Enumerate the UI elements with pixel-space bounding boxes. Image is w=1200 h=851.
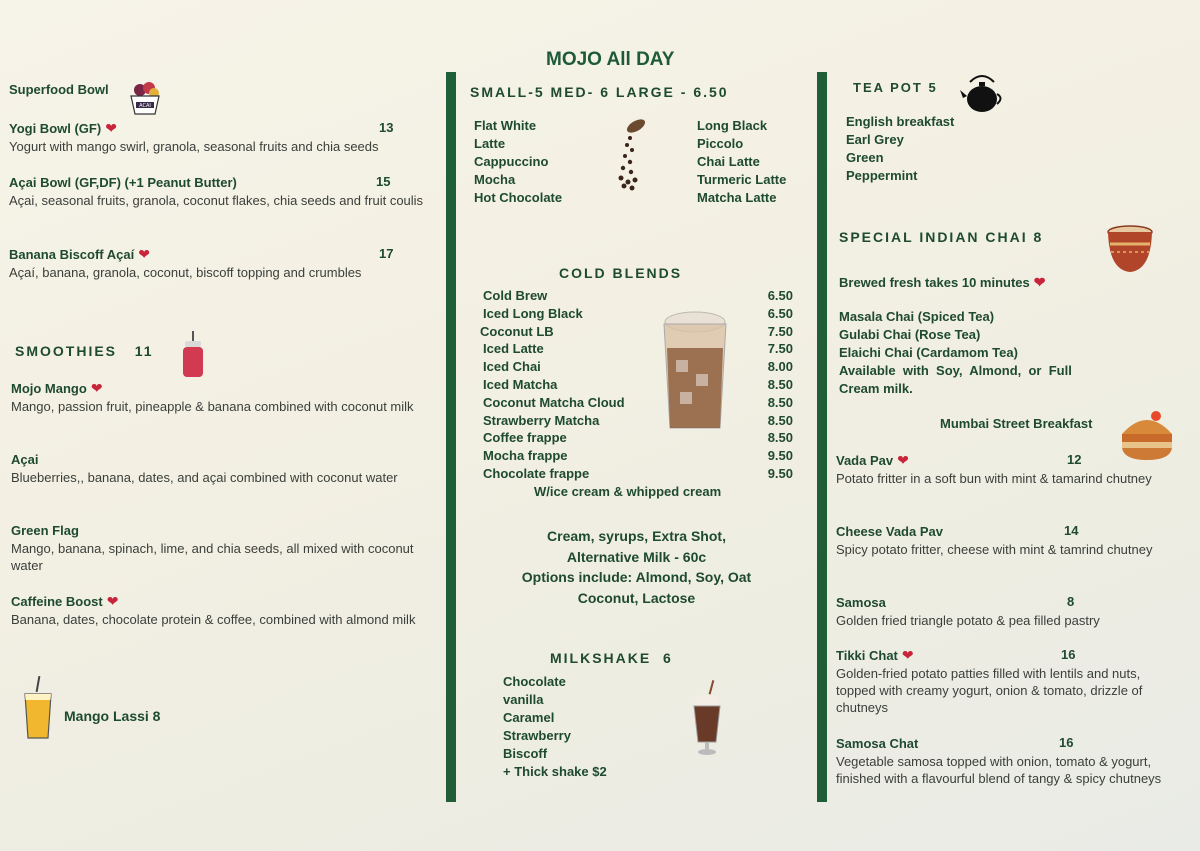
coffee-item: Flat White: [474, 118, 537, 133]
milkshake-item: vanilla: [503, 692, 544, 707]
chai-list: [839, 309, 1072, 399]
cold-price: 9.50: [767, 448, 793, 464]
item-desc: Spicy potato fritter, cheese with mint & tamrind chutney: [836, 542, 1153, 557]
milkshake-item: Biscoff: [503, 746, 548, 761]
cold-row: [483, 359, 793, 377]
cold-row: [483, 395, 793, 413]
item-desc: Banana, dates, chocolate protein & coffee, combined with almond milk: [11, 612, 416, 627]
chai-note: [839, 274, 1045, 291]
cold-name: Iced Long Black: [483, 305, 583, 321]
cold-name: Coffee frappe: [483, 430, 567, 446]
item-name: Cheese Vada Pav: [836, 524, 943, 539]
cold-price: 9.50: [767, 465, 793, 481]
teapot-icon: [960, 72, 1004, 116]
cold-name: Iced Chai: [483, 359, 541, 375]
cold-price: 7.50: [767, 323, 793, 339]
item-price: 16: [1061, 647, 1076, 662]
divider-right: [817, 72, 827, 802]
cold-name: Chocolate frappe: [483, 465, 590, 481]
chai-item: Masala Chai (Spiced Tea): [839, 309, 995, 324]
cold-row: [483, 466, 793, 484]
chai-note-text: Brewed fresh takes 10 minutes: [839, 275, 1030, 290]
divider-left: [446, 72, 456, 802]
heart-icon: ❤: [1033, 274, 1046, 290]
mumbai-title: Mumbai Street Breakfast: [940, 416, 1093, 431]
coffee-item: Mocha: [474, 172, 516, 187]
chai-cup-icon: [1105, 222, 1155, 276]
milkshake-price: 6: [663, 650, 673, 666]
menu-item-samosa: [836, 594, 1181, 629]
menu-title: MOJO All DAY: [546, 49, 675, 70]
item-desc: Mango, passion fruit, pineapple & banana combined with coconut milk: [11, 399, 414, 414]
item-price: 14: [1064, 523, 1079, 538]
heart-icon: ❤: [106, 593, 119, 609]
item-name: Samosa Chat: [836, 736, 919, 751]
coffee-item: Matcha Latte: [697, 190, 777, 205]
cold-name: Mocha frappe: [483, 448, 568, 464]
menu-item-tikki-chat: [836, 647, 1181, 716]
item-desc: Blueberries,, banana, dates, and açai combined with coconut water: [11, 470, 398, 485]
coffee-sizes: SMALL-5 MED- 6 LARGE - 6.50: [470, 84, 729, 100]
coffee-item: Hot Chocolate: [474, 190, 563, 205]
extras-info: [456, 526, 817, 608]
milkshake-item: + Thick shake $2: [503, 764, 607, 779]
item-price: 16: [1059, 735, 1074, 750]
cold-name: Coconut LB: [480, 323, 554, 339]
acai-bowl-icon: [128, 80, 162, 118]
heart-icon: ❤: [90, 380, 103, 396]
coffee-item: Cappuccino: [474, 154, 549, 169]
milkshake-title: [550, 650, 673, 666]
item-price: 13: [379, 120, 394, 135]
item-name: Vada Pav: [836, 453, 894, 468]
extras-line: Coconut, Lactose: [577, 589, 696, 606]
item-name: Açai Bowl (GF,DF) (+1 Peanut Butter): [9, 175, 237, 190]
heart-icon: ❤: [138, 246, 150, 262]
item-name: Yogi Bowl (GF): [9, 121, 102, 136]
item-price: 15: [376, 174, 391, 189]
tea-list: [846, 114, 954, 186]
smoothies-label: SMOOTHIES: [15, 343, 118, 359]
cold-row: [483, 430, 793, 448]
item-name: Caffeine Boost: [11, 594, 103, 609]
cold-row: [483, 288, 793, 306]
heart-icon: ❤: [897, 452, 909, 468]
teapot-title: TEA POT 5: [853, 80, 938, 95]
acai-badge-text: ACAI: [139, 103, 151, 109]
item-name: Açai: [11, 452, 39, 467]
cold-blends-list: [480, 288, 793, 484]
tea-item: Earl Grey: [846, 132, 904, 147]
coffee-list-left: [474, 118, 562, 208]
tea-item: Peppermint: [846, 168, 918, 183]
coffee-list-right: [697, 118, 786, 208]
chai-item: Available with Soy, Almond, or Full: [839, 363, 1072, 378]
smoothies-title: [15, 343, 154, 359]
cold-row: [483, 448, 793, 466]
coffee-item: Piccolo: [697, 136, 744, 151]
menu-item-cheese-vada-pav: [836, 523, 1181, 558]
item-desc: Açaí, banana, granola, coconut, biscoff topping and crumbles: [9, 265, 362, 280]
cold-price: 7.50: [767, 341, 793, 357]
tea-item: Green: [846, 150, 884, 165]
chai-item: Gulabi Chai (Rose Tea): [839, 327, 981, 342]
lassi-glass-icon: [22, 676, 54, 742]
cold-blends-title: COLD BLENDS: [559, 265, 683, 281]
cold-row: [483, 377, 793, 395]
menu-item-vada-pav: [836, 452, 1181, 487]
smoothie-caffeine-boost: [11, 593, 421, 628]
iced-coffee-icon: [660, 308, 730, 432]
cold-row: [483, 341, 793, 359]
chai-item: Elaichi Chai (Cardamom Tea): [839, 345, 1018, 360]
mango-lassi: Mango Lassi 8: [64, 708, 161, 724]
item-name: Samosa: [836, 595, 886, 610]
menu-item-yogi-bowl: [9, 120, 429, 155]
menu-item-acai-bowl: [9, 174, 434, 209]
item-desc: Yogurt with mango swirl, granola, seasonal fruits and chia seeds: [9, 139, 379, 154]
item-price: 8: [1067, 594, 1075, 609]
item-desc: Golden-fried potato patties filled with lentils and nuts, topped with creamy yogurt, onion & tomato, drizzle of chutneys: [836, 666, 1143, 715]
milkshake-label: MILKSHAKE: [550, 650, 652, 666]
cold-row: [483, 413, 793, 431]
cold-price: 6.50: [767, 305, 793, 321]
item-price: 12: [1067, 452, 1082, 467]
cold-price: 8.00: [767, 359, 793, 375]
cold-price: 8.50: [767, 394, 793, 410]
coffee-item: Latte: [474, 136, 506, 151]
item-desc: Vegetable samosa topped with onion, tomato & yogurt, finished with a flavourful blend of tangy & spicy chutneys: [836, 754, 1162, 786]
extras-line: Alternative Milk - 60c: [566, 548, 707, 565]
coffee-item: Chai Latte: [697, 154, 760, 169]
item-name: Banana Biscoff Açaí: [9, 247, 135, 262]
item-name: Mojo Mango: [11, 381, 87, 396]
cold-row: [480, 324, 793, 342]
smoothie-mojo-mango: [11, 380, 421, 415]
smoothie-jar-icon: [180, 331, 206, 381]
milkshake-item: Strawberry: [503, 728, 571, 743]
coffee-beans-icon: [610, 118, 650, 194]
cold-name: Iced Latte: [483, 341, 544, 357]
heart-icon: ❤: [105, 120, 117, 136]
item-name: Tikki Chat: [836, 648, 898, 663]
coffee-item: Long Black: [697, 118, 768, 133]
coffee-item: Turmeric Latte: [697, 172, 787, 187]
item-desc: Golden fried triangle potato & pea filled pastry: [836, 613, 1100, 628]
menu-item-samosa-chat: [836, 735, 1181, 787]
cold-name: Strawberry Matcha: [483, 412, 600, 428]
heart-icon: ❤: [901, 647, 914, 663]
milkshake-icon: [690, 680, 724, 756]
cold-name: Cold Brew: [483, 288, 548, 303]
extras-line: Options include: Almond, Soy, Oat: [521, 569, 752, 585]
cold-price: 8.50: [767, 430, 793, 446]
milkshake-list: [503, 674, 607, 782]
cold-price: 6.50: [767, 288, 793, 303]
cold-name: Coconut Matcha Cloud: [483, 394, 625, 410]
cold-price: 8.50: [767, 412, 793, 428]
cold-name: Iced Matcha: [483, 376, 558, 392]
cold-row: [483, 306, 793, 324]
chai-item: Cream milk.: [839, 381, 913, 396]
smoothie-green-flag: [11, 522, 421, 574]
cold-price: 8.50: [767, 376, 793, 392]
milkshake-item: Chocolate: [503, 674, 566, 689]
superfood-title: Superfood Bowl: [9, 82, 109, 97]
item-desc: Açai, seasonal fruits, granola, coconut flakes, chia seeds and fruit coulis: [9, 193, 424, 208]
item-desc: Potato fritter in a soft bun with mint & tamarind chutney: [836, 471, 1152, 486]
item-desc: Mango, banana, spinach, lime, and chia seeds, all mixed with coconut water: [11, 541, 414, 573]
smoothies-price: 11: [134, 343, 154, 359]
tea-item: English breakfast: [846, 114, 955, 129]
item-name: Green Flag: [11, 523, 79, 538]
indian-chai-title: SPECIAL INDIAN CHAI 8: [839, 229, 1044, 245]
smoothie-acai: [11, 451, 421, 486]
extras-line: Cream, syrups, Extra Shot,: [547, 528, 726, 544]
item-price: 17: [379, 246, 394, 261]
milkshake-item: Caramel: [503, 710, 555, 725]
menu-item-banana-biscoff: [9, 246, 429, 281]
cold-blends-note: W/ice cream & whipped cream: [534, 484, 722, 499]
